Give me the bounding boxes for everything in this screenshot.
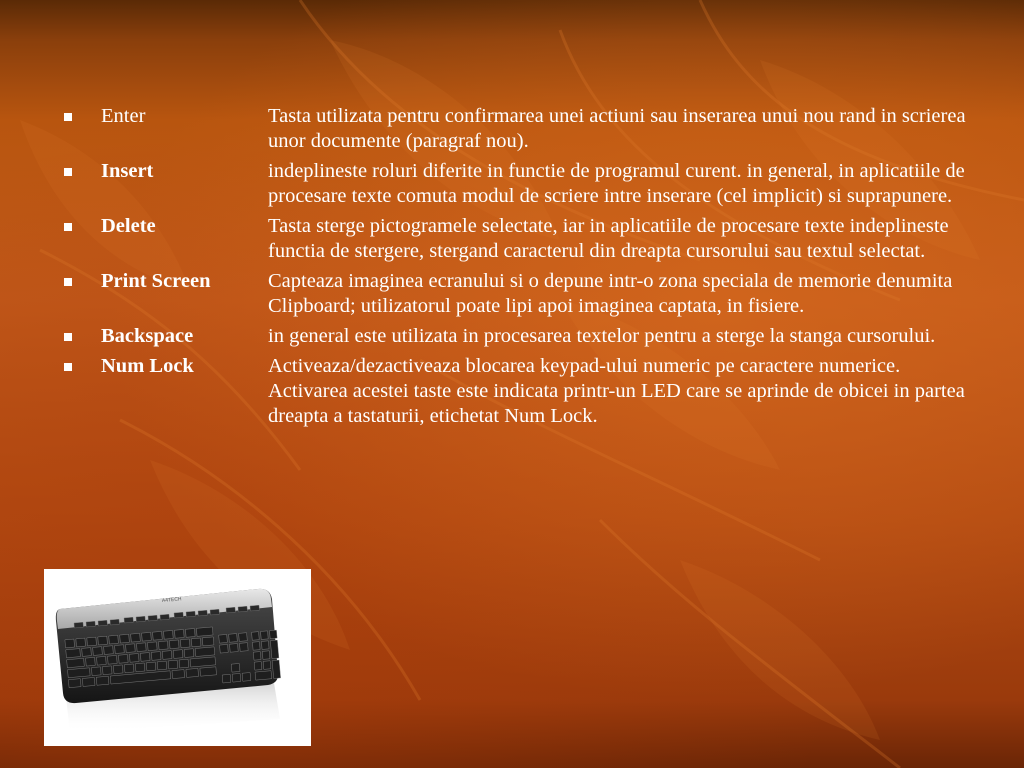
svg-text:A4TECH: A4TECH (161, 596, 182, 604)
key-description: in general este utilizata in procesarea textelor pentru a sterge la stanga cursorului. (268, 325, 936, 347)
list-item (60, 104, 970, 154)
key-name: Backspace (101, 325, 194, 347)
key-name: Print Screen (101, 270, 211, 292)
key-name: Insert (101, 160, 154, 182)
key-description-list (60, 104, 970, 434)
square-bullet-icon (64, 223, 72, 231)
key-description: Capteaza imaginea ecranului si o depune intr-o zona speciala de memorie denumita Clipboard; utilizatorul poate lipi apoi imaginea captata, in fisiere. (268, 270, 953, 317)
key-description: Activeaza/dezactiveaza blocarea keypad-ului numeric pe caractere numerice. Activarea acestei taste este indicata printr-un LED care se aprinde de obicei in partea dreapta a tastaturii, etichetat Num Lock. (268, 355, 965, 427)
square-bullet-icon (64, 113, 72, 121)
keyboard-photo (44, 569, 311, 746)
keyboard-icon (44, 569, 311, 746)
key-description: indeplineste roluri diferite in functie de programul curent. in general, in aplicatiile de procesare texte comuta modul de scriere intre inserare (cel implicit) si suprapunere. (268, 160, 965, 207)
list-item (60, 354, 970, 429)
list-item (60, 324, 970, 349)
key-name: Delete (101, 215, 156, 237)
list-item (60, 159, 970, 209)
key-name: Enter (101, 105, 146, 127)
key-name: Num Lock (101, 355, 194, 377)
square-bullet-icon (64, 333, 72, 341)
square-bullet-icon (64, 278, 72, 286)
list-item (60, 269, 970, 319)
square-bullet-icon (64, 363, 72, 371)
key-description: Tasta utilizata pentru confirmarea unei actiuni sau inserarea unui nou rand in scrierea unor documente (paragraf nou). (268, 105, 966, 152)
square-bullet-icon (64, 168, 72, 176)
key-description: Tasta sterge pictogramele selectate, iar in aplicatiile de procesare texte indeplineste functia de stergere, stergand caracterul din dreapta cursorului sau textul selectat. (268, 215, 949, 262)
list-item (60, 214, 970, 264)
